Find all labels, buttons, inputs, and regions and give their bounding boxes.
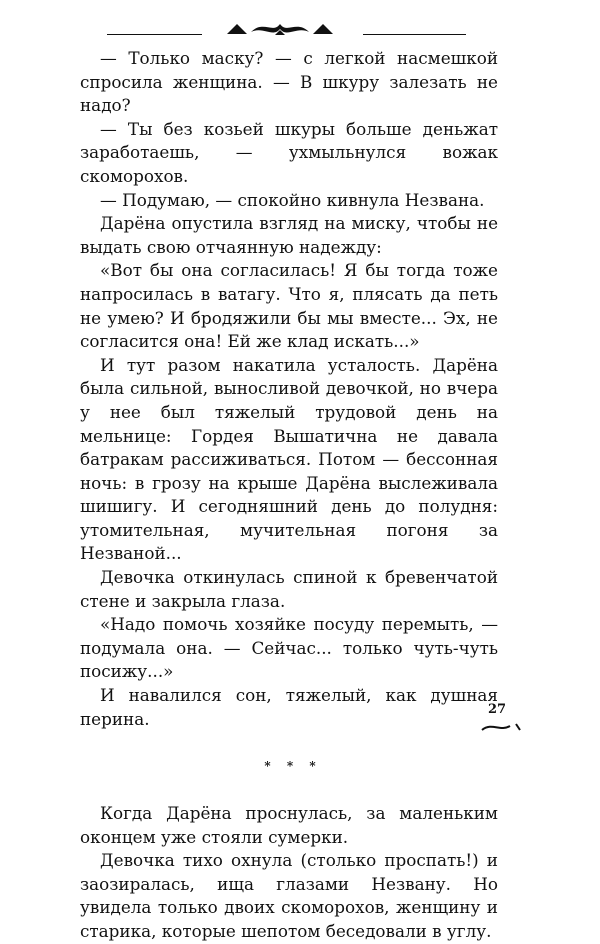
paragraph: «Надо помочь хозяйке посуду перемыть, — подумала она. — Сейчас... только чуть-чуть посижу...» — [80, 614, 498, 682]
paragraph: Когда Дарёна проснулась, за маленьким оконцем уже стояли сумерки. — [80, 803, 498, 847]
paragraph: «Вот бы она согласилась! Я бы тогда тоже напросилась в ватагу. Что я, плясать да петь не умею? И бродяжили бы мы вместе... Эх, не согласится она! Ей же клад искать...» — [80, 260, 498, 352]
page-header — [0, 12, 600, 42]
paragraph: Дарёна опустила взгляд на миску, чтобы не выдать свою отчаянную надежду: — [80, 213, 498, 257]
paragraph: Девочка откинулась спиной к бревенчатой стене и закрыла глаза. — [80, 567, 498, 611]
paragraph: Девочка тихо охнула (столько проспать!) и заозиралась, ища глазами Незвану. Но увидела только двоих скоморохов, женщину и старика, которые шепотом беседовали в углу. — [80, 850, 498, 941]
footer-flourish-icon — [478, 718, 528, 736]
paragraph: И тут разом накатила усталость. Дарёна была сильной, выносливой девочкой, но вчера у нее был тяжелый трудовой день на мельнице: Гордея Вышатична не давала батракам рассиживаться. Потом — бессонная ночь: в грозу на крыше Дарёна выслеживала шишигу. И сегодняшний день до полудня: утомительная, мучительная погоня за Незваной... — [80, 354, 498, 564]
paragraph: — Подумаю, — спокойно кивнула Незвана. — [100, 189, 485, 210]
body-text — [80, 47, 498, 944]
header-rule-left — [107, 34, 202, 35]
section-gap — [80, 778, 498, 802]
header-rule-right — [363, 34, 466, 35]
page-number: 27 — [488, 702, 507, 717]
paragraph: И навалился сон, тяжелый, как душная перина. — [80, 685, 498, 729]
paragraph: — Только маску? — с легкой насмешкой спросила женщина. — В шкуру залезать не надо? — [80, 48, 498, 116]
paragraph: — Ты без козьей шкуры больше деньжат заработаешь, — ухмыльнулся вожак скоморохов. — [80, 118, 498, 186]
header-flourish-icon — [225, 16, 335, 40]
section-gap — [80, 731, 498, 755]
section-separator: * * * — [264, 758, 322, 773]
